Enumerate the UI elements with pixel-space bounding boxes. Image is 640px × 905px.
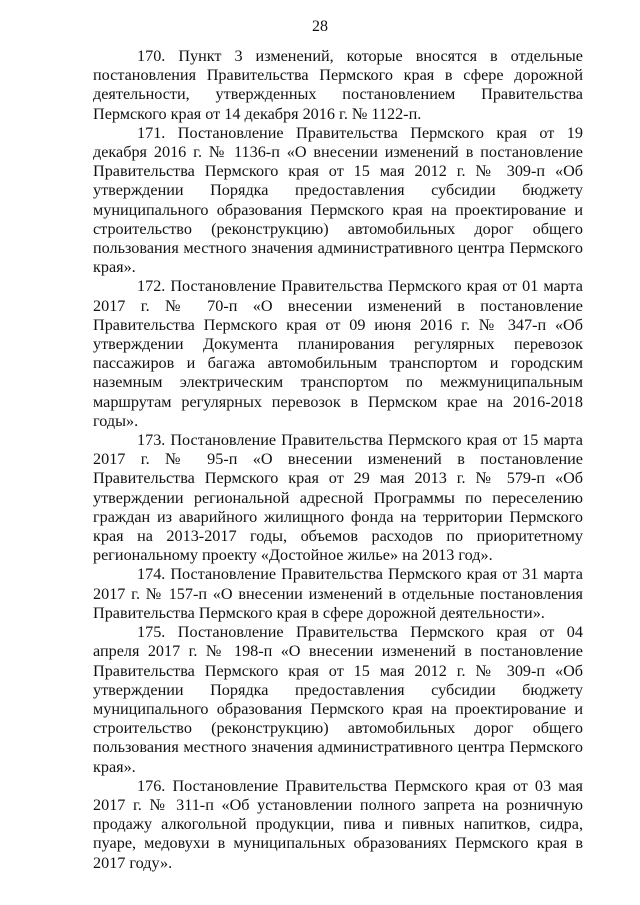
paragraph-175: 175. Постановление Правительства Пермского края от 04 апреля 2017 г. № 198-п «О внесении изменений в постановление Правительства Пермского края от 15 мая 2012 г. № 309-п «Об утверждении Порядка предоставления субсидии бюджету муниципального образования Пермского края на проектирование и строительство (реконструкцию) автомобильных дорог общего пользования местного значения административного центра Пермского края». xyxy=(93,623,583,776)
paragraph-174: 174. Постановление Правительства Пермского края от 31 марта 2017 г. № 157-п «О внесении изменений в отдельные постановления Правительства Пермского края в сфере дорожной деятельности». xyxy=(93,565,583,622)
paragraph-173: 173. Постановление Правительства Пермского края от 15 марта 2017 г. № 95-п «О внесении изменений в постановление Правительства Пермского края от 29 мая 2013 г. № 579-п «Об утверждении региональной адресной Программы по переселению граждан из аварийного жилищного фонда на территории Пермского края на 2013-2017 годы, объемов расходов по приоритетному региональному проекту «Достойное жилье» на 2013 год». xyxy=(93,431,583,565)
paragraph-171: 171. Постановление Правительства Пермского края от 19 декабря 2016 г. № 1136-п «О внесении изменений в постановление Правительства Пермского края от 15 мая 2012 г. № 309-п «Об утверждении Порядка предоставления субсидии бюджету муниципального образования Пермского края на проектирование и строительство (реконструкцию) автомобильных дорог общего пользования местного значения административного центра Пермского края». xyxy=(93,123,583,277)
page-number: 28 xyxy=(312,18,328,35)
paragraph-172: 172. Постановление Правительства Пермского края от 01 марта 2017 г. № 70-п «О внесении изменений в постановление Правительства Пермского края от 09 июня 2016 г. № 347-п «Об утверждении Документа планирования регулярных перевозок пассажиров и багажа автомобильным транспортом и городским наземным электрическим транспортом по межмуниципальным маршрутам регулярных перевозок в Пермском крае на 2016-2018 годы». xyxy=(93,277,583,430)
document-body xyxy=(93,47,583,873)
paragraph-176: 176. Постановление Правительства Пермского края от 03 мая 2017 г. № 311-п «Об установлении полного запрета на розничную продажу алкогольной продукции, пива и пивных напитков, сидра, пуаре, медовухи в муниципальных образованиях Пермского края в 2017 году». xyxy=(93,776,583,872)
paragraph-170: 170. Пункт 3 изменений, которые вносятся в отдельные постановления Правительства Пермского края в сфере дорожной деятельности, утвержденных постановлением Правительства Пермского края от 14 декабря 2016 г. № 1122-п. xyxy=(93,47,583,123)
